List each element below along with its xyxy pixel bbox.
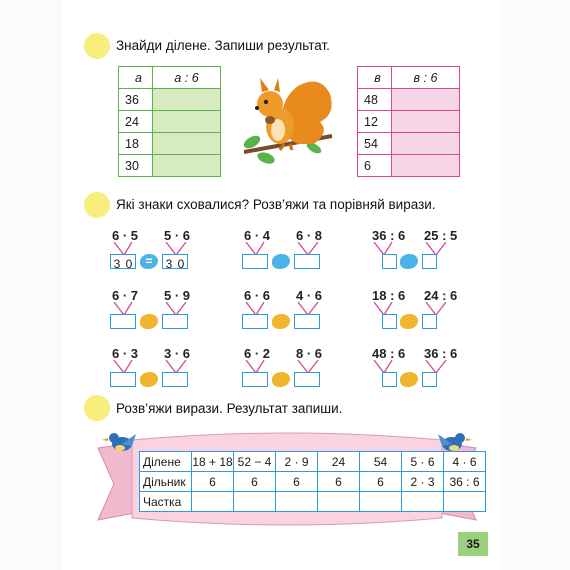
right-answer-box[interactable] (162, 254, 188, 269)
left-answer-box[interactable] (110, 254, 136, 269)
left-answer-box[interactable] (242, 254, 268, 269)
divisor-cell: 6 (192, 472, 234, 492)
quotient-answer-cell[interactable] (360, 492, 402, 512)
divisor-cell: 6 (276, 472, 318, 492)
task-3-title: Розв’яжи вирази. Результат запиши. (116, 401, 343, 416)
task-1-title: Знайди ділене. Запиши результат. (116, 38, 330, 53)
division-table (139, 451, 486, 512)
left-answer-box[interactable] (382, 254, 397, 269)
task-bullet-2 (84, 192, 110, 218)
dividend-cell: 24 (318, 452, 360, 472)
task-bullet-1 (84, 33, 110, 59)
pink-table-cell: 6 (358, 155, 392, 177)
green-table-cell: 36 (119, 89, 153, 111)
green-table-cell: 24 (119, 111, 153, 133)
paint-splash-icon[interactable] (400, 372, 418, 387)
task-2-title: Які знаки сховалися? Розв’яжи та порівняй вирази. (116, 197, 436, 212)
left-answer-box[interactable] (382, 372, 397, 387)
paint-splash-icon[interactable] (400, 314, 418, 329)
paint-splash-icon[interactable] (140, 254, 158, 269)
pink-answer-cell[interactable] (392, 133, 460, 155)
divisor-cell: 2 · 3 (402, 472, 444, 492)
green-table-header-a: a (119, 67, 153, 89)
row-label-dividend: Ділене (140, 452, 192, 472)
right-answer-box[interactable] (422, 314, 437, 329)
pink-table-header-v: в (358, 67, 392, 89)
right-answer-box[interactable] (294, 372, 320, 387)
pink-table-cell: 12 (358, 111, 392, 133)
dividend-cell: 18 + 18 (192, 452, 234, 472)
answer-digit: 0 (125, 257, 133, 271)
green-answer-cell[interactable] (153, 133, 221, 155)
pink-table-cell: 54 (358, 133, 392, 155)
right-answer-box[interactable] (162, 314, 188, 329)
green-table (118, 66, 221, 177)
left-expression: 6 · 6 (244, 288, 271, 303)
left-answer-box[interactable] (110, 372, 136, 387)
comparison-sign: = (145, 254, 153, 268)
page-right-margin (500, 0, 570, 570)
row-label-divisor: Дільник (140, 472, 192, 492)
left-expression: 6 · 5 (112, 228, 139, 243)
left-expression: 18 : 6 (372, 288, 406, 303)
divisor-cell: 6 (360, 472, 402, 492)
green-table-cell: 18 (119, 133, 153, 155)
quotient-answer-cell[interactable] (402, 492, 444, 512)
right-answer-box[interactable] (422, 372, 437, 387)
paint-splash-icon[interactable] (140, 372, 158, 387)
squirrel-illustration (236, 70, 340, 166)
quotient-answer-cell[interactable] (318, 492, 360, 512)
green-answer-cell[interactable] (153, 89, 221, 111)
left-expression: 6 · 7 (112, 288, 139, 303)
green-answer-cell[interactable] (153, 111, 221, 133)
pink-answer-cell[interactable] (392, 111, 460, 133)
page-left-margin (0, 0, 62, 570)
pink-table-header-v-div: в : 6 (392, 67, 460, 89)
quotient-answer-cell[interactable] (444, 492, 486, 512)
pink-answer-cell[interactable] (392, 89, 460, 111)
right-expression: 25 : 5 (424, 228, 458, 243)
left-answer-box[interactable] (242, 372, 268, 387)
paint-splash-icon[interactable] (272, 314, 290, 329)
right-expression: 5 · 6 (164, 228, 191, 243)
right-answer-box[interactable] (422, 254, 437, 269)
quotient-answer-cell[interactable] (234, 492, 276, 512)
right-expression: 36 : 6 (424, 346, 458, 361)
paint-splash-icon[interactable] (272, 372, 290, 387)
dividend-cell: 5 · 6 (402, 452, 444, 472)
green-table-cell: 30 (119, 155, 153, 177)
left-expression: 6 · 4 (244, 228, 271, 243)
left-answer-box[interactable] (382, 314, 397, 329)
left-expression: 6 · 2 (244, 346, 271, 361)
dividend-cell: 4 · 6 (444, 452, 486, 472)
pink-table (357, 66, 460, 177)
right-expression: 3 · 6 (164, 346, 191, 361)
paint-splash-icon[interactable] (400, 254, 418, 269)
divisor-cell: 6 (318, 472, 360, 492)
right-expression: 4 · 6 (296, 288, 323, 303)
left-expression: 48 : 6 (372, 346, 406, 361)
pink-answer-cell[interactable] (392, 155, 460, 177)
quotient-answer-cell[interactable] (276, 492, 318, 512)
right-answer-box[interactable] (294, 254, 320, 269)
right-answer-box[interactable] (294, 314, 320, 329)
left-expression: 6 · 3 (112, 346, 139, 361)
table-row (140, 472, 486, 492)
right-expression: 8 · 6 (296, 346, 323, 361)
left-expression: 36 : 6 (372, 228, 406, 243)
table-row (140, 452, 486, 472)
right-expression: 5 · 9 (164, 288, 191, 303)
task-bullet-3 (84, 395, 110, 421)
paint-splash-icon[interactable] (272, 254, 290, 269)
answer-digit: 3 (165, 257, 173, 271)
green-answer-cell[interactable] (153, 155, 221, 177)
page-number: 35 (458, 532, 488, 556)
quotient-answer-cell[interactable] (192, 492, 234, 512)
dividend-cell: 54 (360, 452, 402, 472)
dividend-cell: 52 − 4 (234, 452, 276, 472)
right-expression: 24 : 6 (424, 288, 458, 303)
divisor-cell: 6 (234, 472, 276, 492)
answer-digit: 0 (177, 257, 185, 271)
dividend-cell: 2 · 9 (276, 452, 318, 472)
pink-table-cell: 48 (358, 89, 392, 111)
right-answer-box[interactable] (162, 372, 188, 387)
left-answer-box[interactable] (110, 314, 136, 329)
paint-splash-icon[interactable] (140, 314, 158, 329)
right-expression: 6 · 8 (296, 228, 323, 243)
answer-digit: 3 (113, 257, 121, 271)
left-answer-box[interactable] (242, 314, 268, 329)
divisor-cell: 36 : 6 (444, 472, 486, 492)
row-label-quotient: Частка (140, 492, 192, 512)
table-row (140, 492, 486, 512)
green-table-header-a-div: a : 6 (153, 67, 221, 89)
